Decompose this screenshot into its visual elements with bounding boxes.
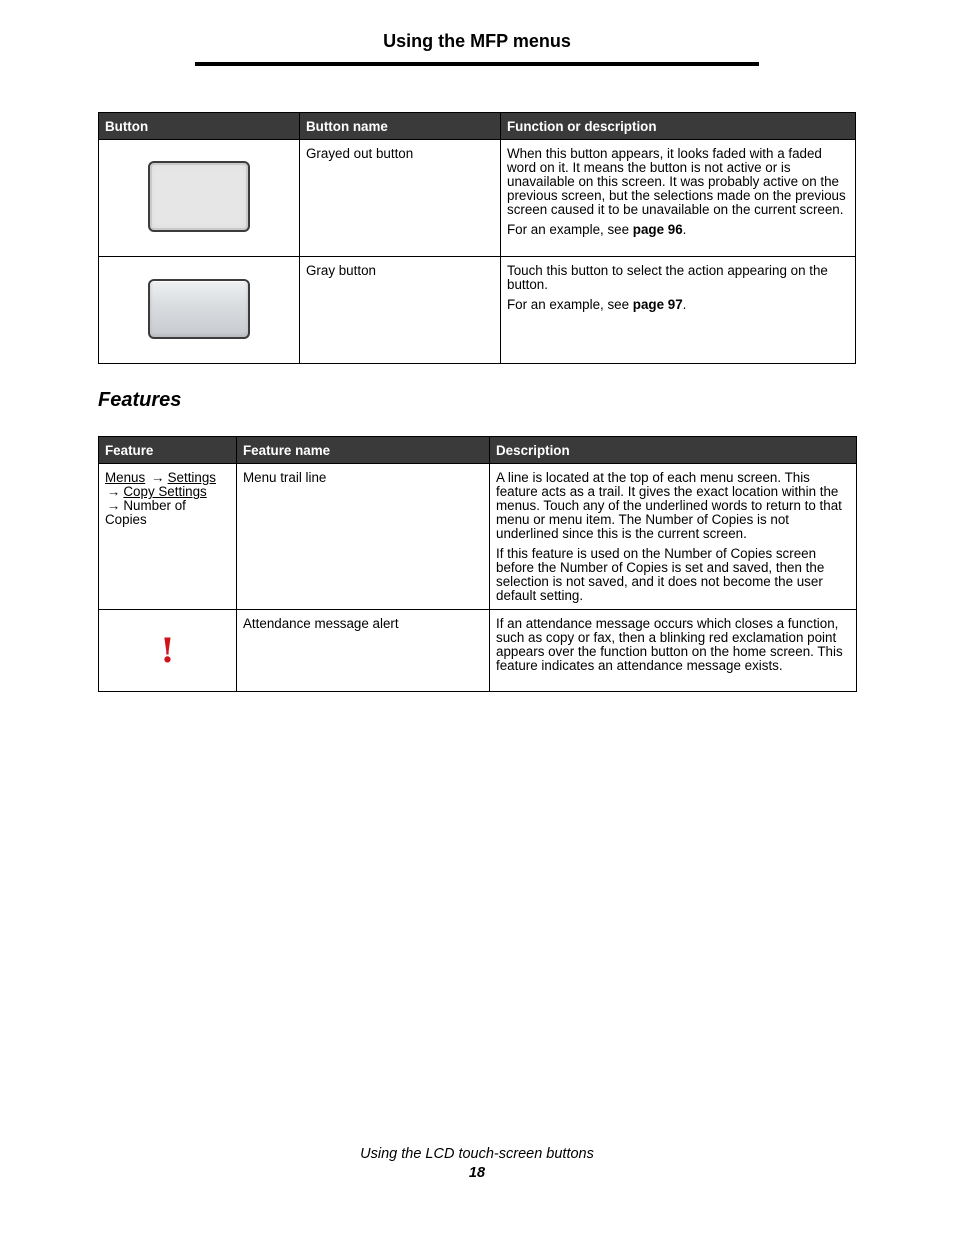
exclamation-alert-icon: ! [160,630,175,671]
example-suffix: . [682,222,687,237]
header-rule [195,62,759,66]
gray-button-icon [148,279,250,339]
feature-description-cell [490,610,857,692]
buttons-table [98,112,856,364]
column-header-function: Function or description [501,113,856,140]
example-prefix: For an example, see [507,297,633,312]
column-header-feature-name: Feature name [237,437,490,464]
footer-section-title: Using the LCD touch-screen buttons [360,1146,594,1162]
feature-name-cell: Attendance message alert [237,610,490,692]
trail-link-settings[interactable]: Settings [167,470,216,485]
page-header [195,30,759,52]
page-link[interactable]: page 97 [632,297,683,312]
page-number: 18 [468,1165,486,1181]
buttons-table-header-row [99,113,856,140]
arrow-right-icon: → [107,498,121,513]
column-header-description: Description [490,437,857,464]
section-title-features: Features [98,389,182,411]
column-header-button: Button [99,113,300,140]
features-table [98,436,857,692]
button-icon-cell [99,257,300,364]
table-row [99,257,856,364]
button-icon-cell [99,140,300,257]
example-reference [507,298,849,312]
example-suffix: . [682,297,687,312]
button-description-cell [501,257,856,364]
trail-current-number-of-copies: Number of Copies [105,498,186,527]
description-text: When this button appears, it looks faded with a faded word on it. It means the button is not active or is unavailable on this screen. It was probably active on the previous screen, but the selections made on the previous screen caused it to be unavailable on the current screen. [507,146,846,217]
button-name-cell: Gray button [300,257,501,364]
column-header-feature: Feature [99,437,237,464]
arrow-right-icon: → [151,470,165,485]
description-text: If this feature is used on the Number of Copies screen before the Number of Copies is set and saved, then the selection is not saved, and it does not become the user default setting. [496,546,825,603]
features-table-header-row [99,437,857,464]
page-link[interactable]: page 96 [632,222,683,237]
button-name-cell: Grayed out button [300,140,501,257]
description-text: A line is located at the top of each menu screen. This feature acts as a trail. It gives the exact location within the menus. Touch any of the underlined words to return to that menu or menu item. The Number of Copies is not underlined since this is the current screen. [496,470,842,541]
page-title: Using the MFP menus [383,31,571,51]
example-prefix: For an example, see [507,222,633,237]
column-header-button-name: Button name [300,113,501,140]
table-row [99,464,857,610]
grayed-out-button-icon [148,161,250,232]
alert-icon-cell [99,610,237,692]
table-row [99,610,857,692]
description-text: Touch this button to select the action appearing on the button. [507,263,828,292]
menu-trail-cell [99,464,237,610]
example-reference [507,223,849,237]
trail-link-copy-settings[interactable]: Copy Settings [123,484,207,499]
description-text: If an attendance message occurs which closes a function, such as copy or fax, then a blinking red exclamation point appears over the function button on the home screen. This feature indicates an attendance message exists. [496,616,843,673]
arrow-right-icon: → [107,484,121,499]
table-row [99,140,856,257]
feature-name-cell: Menu trail line [237,464,490,610]
trail-link-menus[interactable]: Menus [105,470,146,485]
feature-description-cell [490,464,857,610]
button-description-cell [501,140,856,257]
